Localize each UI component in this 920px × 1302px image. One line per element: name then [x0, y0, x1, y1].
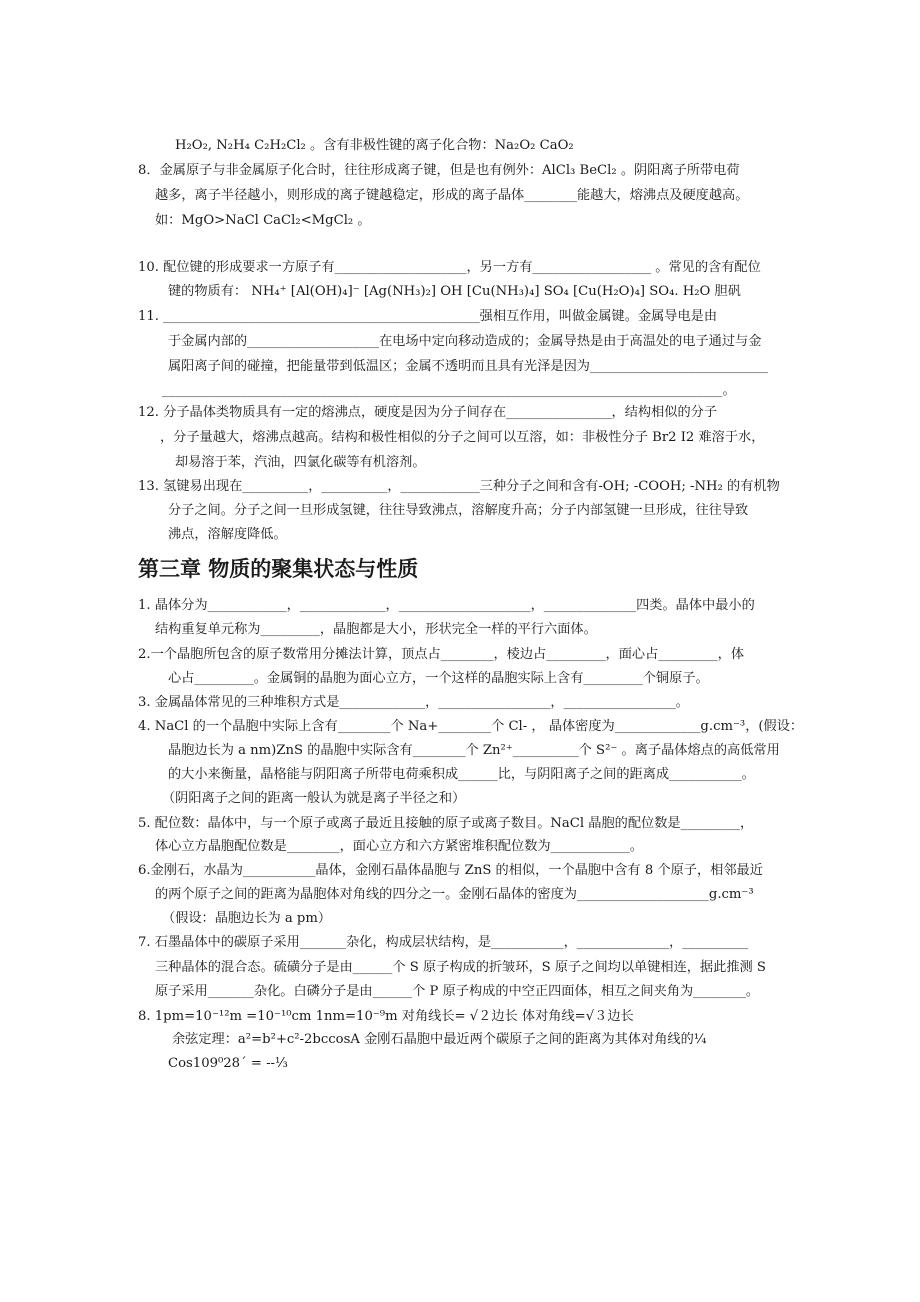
- text-line: 4. NaCl 的一个晶胞中实际上含有________个 Na+________个 Cl- ， 晶体密度为_____________g.cm⁻³，(假设：: [138, 719, 804, 734]
- text-line: 1. 晶体分为____________，_____________，____________________，______________四类。晶体中最小的: [138, 598, 755, 613]
- text-line: 5. 配位数：晶体中，与一个原子或离子最近且接触的原子或离子数目。NaCl 晶胞的配位数是_________，: [138, 816, 754, 831]
- text-line: 3. 金属晶体常见的三种堆积方式是_____________，_________________，_________________。: [138, 695, 689, 710]
- text-line: 的大小来衡量，晶格能与阴阳离子所带电荷乘积成______比，与阴阳离子之间的距离成___________。: [168, 767, 755, 782]
- text-line: 体心立方晶胞配位数是________，面心立方和六方紧密堆积配位数为____________。: [155, 839, 643, 854]
- text-line: 心占_________。金属铜的晶胞为面心立方，一个这样的晶胞实际上含有_________个铜原子。: [168, 671, 709, 686]
- text-line: 晶胞边长为 a nm)ZnS 的晶胞中实际含有________个 Zn²⁺__________个 S²⁻ 。离子晶体熔点的高低常用: [168, 743, 780, 758]
- text-line: 的两个原子之间的距离为晶胞体对角线的四分之一。金刚石晶体的密度为____________________g.cm⁻³: [155, 887, 754, 902]
- text-line: 越多，离子半径越小，则形成的离子键越稳定，形成的离子晶体________能越大，熔沸点及硬度越高。: [155, 188, 749, 203]
- text-line: 8. 1pm=10⁻¹²m =10⁻¹⁰cm 1nm=10⁻⁹m 对角线长= √２边长 体对角线=√３边长: [138, 1009, 634, 1024]
- text-line: ，分子量越大，熔沸点越高。结构和极性相似的分子之间可以互溶，如：非极性分子 Br2 I2 难溶于水，: [160, 430, 765, 445]
- text-line: 却易溶于苯，汽油，四氯化碳等有机溶剂。: [175, 455, 426, 470]
- text-line: 8．金属原子与非金属原子化合时，往往形成离子键，但是也有例外：AlCl₃ BeCl₂ 。阴阳离子所带电荷: [138, 163, 740, 178]
- text-line: （阴阳离子之间的距离一般认为就是离子半径之和）: [162, 791, 466, 806]
- text-line: 分子之间。分子之间一旦形成氢键，往往导致沸点，溶解度升高；分子内部氢键一旦形成，往往导致: [168, 503, 749, 518]
- text-line: _____________________________________________________________________________________。: [162, 383, 736, 398]
- text-line: 三种晶体的混合态。硫磺分子是由______个 S 原子构成的折皱环，S 原子之间均以单键相连，据此推测 S: [155, 960, 766, 975]
- text-line: 13. 氢键易出现在__________，__________，____________三种分子之间和含有-OH; -COOH; -NH₂ 的有机物: [138, 479, 780, 494]
- text-line: 原子采用_______杂化。白磷分子是由______个 P 原子构成的中空正四面体，相互之间夹角为________。: [155, 984, 760, 999]
- text-line: H₂O₂, N₂H₄ C₂H₂Cl₂ 。含有非极性键的离子化合物：Na₂O₂ CaO₂: [175, 138, 574, 153]
- text-line: 11. ________________________________________________强相互作用，叫做金属键。金属导电是由: [138, 309, 718, 324]
- text-line: 沸点，溶解度降低。: [168, 527, 287, 542]
- text-line: 余弦定理：a²=b²+c²-2bccosA 金刚石晶胞中最近两个碳原子之间的距离为其体对角线的¼: [172, 1032, 707, 1047]
- text-line: Cos109⁰28ˊ = --⅓: [168, 1056, 288, 1071]
- text-line: 10. 配位键的形成要求一方原子有____________________，另一方有__________________ 。常见的含有配位: [138, 260, 761, 275]
- text-line: 6.金刚石，水晶为___________晶体，金刚石晶体晶胞与 ZnS 的相似，一个晶胞中含有 8 个原子，相邻最近: [138, 863, 763, 878]
- text-line: 于金属内部的____________________在电场中定向移动造成的；金属导热是由于高温处的电子通过与金: [168, 334, 762, 349]
- text-line: 结构重复单元称为_________，晶胞都是大小，形状完全一样的平行六面体。: [155, 622, 597, 637]
- text-line: 键的物质有： NH₄⁺ [Al(OH)₄]⁻ [Ag(NH₃)₂] OH [Cu(NH₃)₄] SO₄ [Cu(H₂O)₄] SO₄. H₂O 胆矾: [168, 284, 741, 299]
- text-line: 7. 石墨晶体中的碳原子采用_______杂化，构成层状结构，是___________，______________，__________: [138, 935, 749, 950]
- text-line: （假设：晶胞边长为 a pm）: [162, 911, 332, 926]
- text-line: 属阳离子间的碰撞，把能量带到低温区；金属不透明而且具有光泽是因为___________________________: [168, 359, 769, 374]
- text-line: 2.一个晶胞所包含的原子数常用分摊法计算，顶点占________，棱边占_________，面心占_________，体: [138, 647, 745, 662]
- text-line: 如：MgO>NaCl CaCl₂<MgCl₂ 。: [155, 213, 371, 228]
- chapter-title: 第三章 物质的聚集状态与性质: [138, 557, 419, 581]
- text-line: 12. 分子晶体类物质具有一定的熔沸点，硬度是因为分子间存在________________，结构相似的分子: [138, 405, 718, 420]
